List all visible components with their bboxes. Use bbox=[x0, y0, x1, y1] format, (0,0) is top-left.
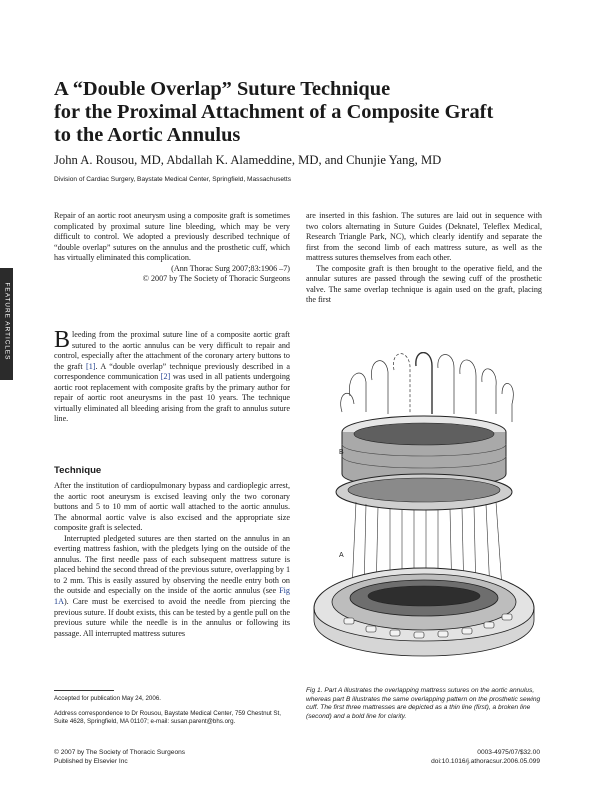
side-tab-label: FEATURE ARTICLES bbox=[3, 282, 11, 361]
footnote-address: Address correspondence to Dr Rousou, Baystate Medical Center, 759 Chestnut St, Suite 4628, Springfield, MA 01107; e-mail: susan.parent@bhs.org. bbox=[54, 710, 281, 726]
figure-caption: Fig 1. Part A illustrates the overlapping mattress sutures on the aortic annulus, whereas part B illustrates the same overlapping pattern on the prosthetic sewing cuff. The first three mattresses are depicted as a thin line (first), a broken line (second) and a bold line for clarity. bbox=[306, 687, 541, 720]
figure-label-b: B bbox=[339, 449, 344, 456]
suture-illustration bbox=[306, 352, 542, 680]
body-paragraph: are inserted in this fashion. The sutures are laid out in sequence with two colors alternating in Suture Guides (Deknatel, Teleflex Medical, Research Triangle Park, NC), which clearly identify and separate the first from the second limb of each mattress suture, as well as the mattress sutures themselves from each other. bbox=[306, 211, 542, 263]
footer-right bbox=[431, 749, 540, 766]
drop-cap: B bbox=[54, 327, 71, 353]
intro-text: . A “double overlap” technique previously described in a correspondence communication bbox=[54, 361, 291, 382]
technique-paragraph: After the institution of cardiopulmonary bypass and cardioplegic arrest, the aortic root aneurysm is excised leaving only the two coronary buttons and 5 to 10 mm of aortic wall attached to the aortic annulus. The abnormal aortic valve is also excised and the appropriate size composite graft is selected. bbox=[54, 481, 290, 533]
abstract bbox=[54, 211, 290, 285]
title-line: to the Aortic Annulus bbox=[54, 124, 241, 146]
abstract-citation: (Ann Thorac Surg 2007;83:1906 –7) bbox=[171, 263, 290, 273]
technique-text: ). Care must be exercised to avoid the needle from piercing the previous suture. If doubt exists, this can be tested by a gentle pull on the previous suture while the needle is in the annulus or following its passage. All interrupted mattress sutures bbox=[54, 597, 290, 638]
figure-link[interactable]: Fig 1A bbox=[54, 586, 290, 607]
abstract-copyright: © 2007 by The Society of Thoracic Surgeons bbox=[142, 274, 290, 284]
footer-publisher: Published by Elsevier Inc bbox=[54, 757, 128, 765]
introduction bbox=[54, 327, 291, 425]
technique-body bbox=[54, 481, 290, 639]
reference-link[interactable]: [2] bbox=[160, 372, 171, 382]
body-paragraph: The composite graft is then brought to the operative field, and the annular sutures are passed through the sewing cuff of the prosthetic valve. The same overlap technique is again used on the graft, placing the first bbox=[306, 263, 542, 305]
figure-label-a: A bbox=[339, 552, 344, 559]
intro-text: leeding from the proximal suture line of a composite aortic graft sutured to the aortic annulus can be very difficult to repair and control, especially after the attachment of the coronary artery buttons to the graft bbox=[54, 330, 290, 371]
affiliation: Division of Cardiac Surgery, Baystate Medical Center, Springfield, Massachusetts bbox=[54, 176, 291, 183]
section-side-tab bbox=[0, 268, 13, 380]
title-line: A “Double Overlap” Suture Technique bbox=[54, 78, 391, 100]
intro-text: was used in all patients undergoing aortic root replacement with composite grafts by the primary author for repair of aortic root aneurysms in the past 10 years. The technique virtually eliminated all bleeding arising from the graft to annulus suture line. bbox=[54, 372, 290, 424]
section-heading-technique: Technique bbox=[54, 465, 102, 476]
reference-link[interactable]: [1] bbox=[86, 361, 96, 371]
footer-left bbox=[54, 749, 185, 766]
footnote-accepted: Accepted for publication May 24, 2006. bbox=[54, 695, 161, 702]
article-title bbox=[54, 78, 534, 147]
technique-text: Interrupted pledgeted sutures are then started on the annulus in an everting mattress fashion, with the pledgets lying on the outside of the annulus. The first needle pass of each subsequent mattress suture is placed behind the second thread of the previous suture, overlapping by 1 to 2 mm. This is easily assured by observing the needle entry both on the outside and especially on the inside of the aortic annulus (see bbox=[54, 533, 291, 596]
footer-issn: 0003-4975/07/$32.00 bbox=[477, 749, 540, 756]
footer-copyright: © 2007 by The Society of Thoracic Surgeons bbox=[54, 749, 186, 756]
footer-doi: doi:10.1016/j.athoracsur.2006.05.099 bbox=[431, 757, 540, 765]
footnote-rule bbox=[54, 690, 114, 691]
abstract-text: Repair of an aortic root aneurysm using a composite graft is sometimes complicated by proximal suture line bleeding, which may be very difficult to control. We adopted a previously described technique of “double overlap” sutures on the annulus and the prosthetic cuff, which has virtually eliminated this complication. bbox=[54, 211, 290, 263]
title-line: for the Proximal Attachment of a Composite Graft bbox=[54, 101, 494, 123]
technique-paragraph bbox=[54, 534, 290, 639]
column-two-text bbox=[306, 211, 542, 306]
figure-1 bbox=[306, 352, 542, 680]
author-list: John A. Rousou, MD, Abdallah K. Alameddine, MD, and Chunjie Yang, MD bbox=[54, 153, 442, 167]
